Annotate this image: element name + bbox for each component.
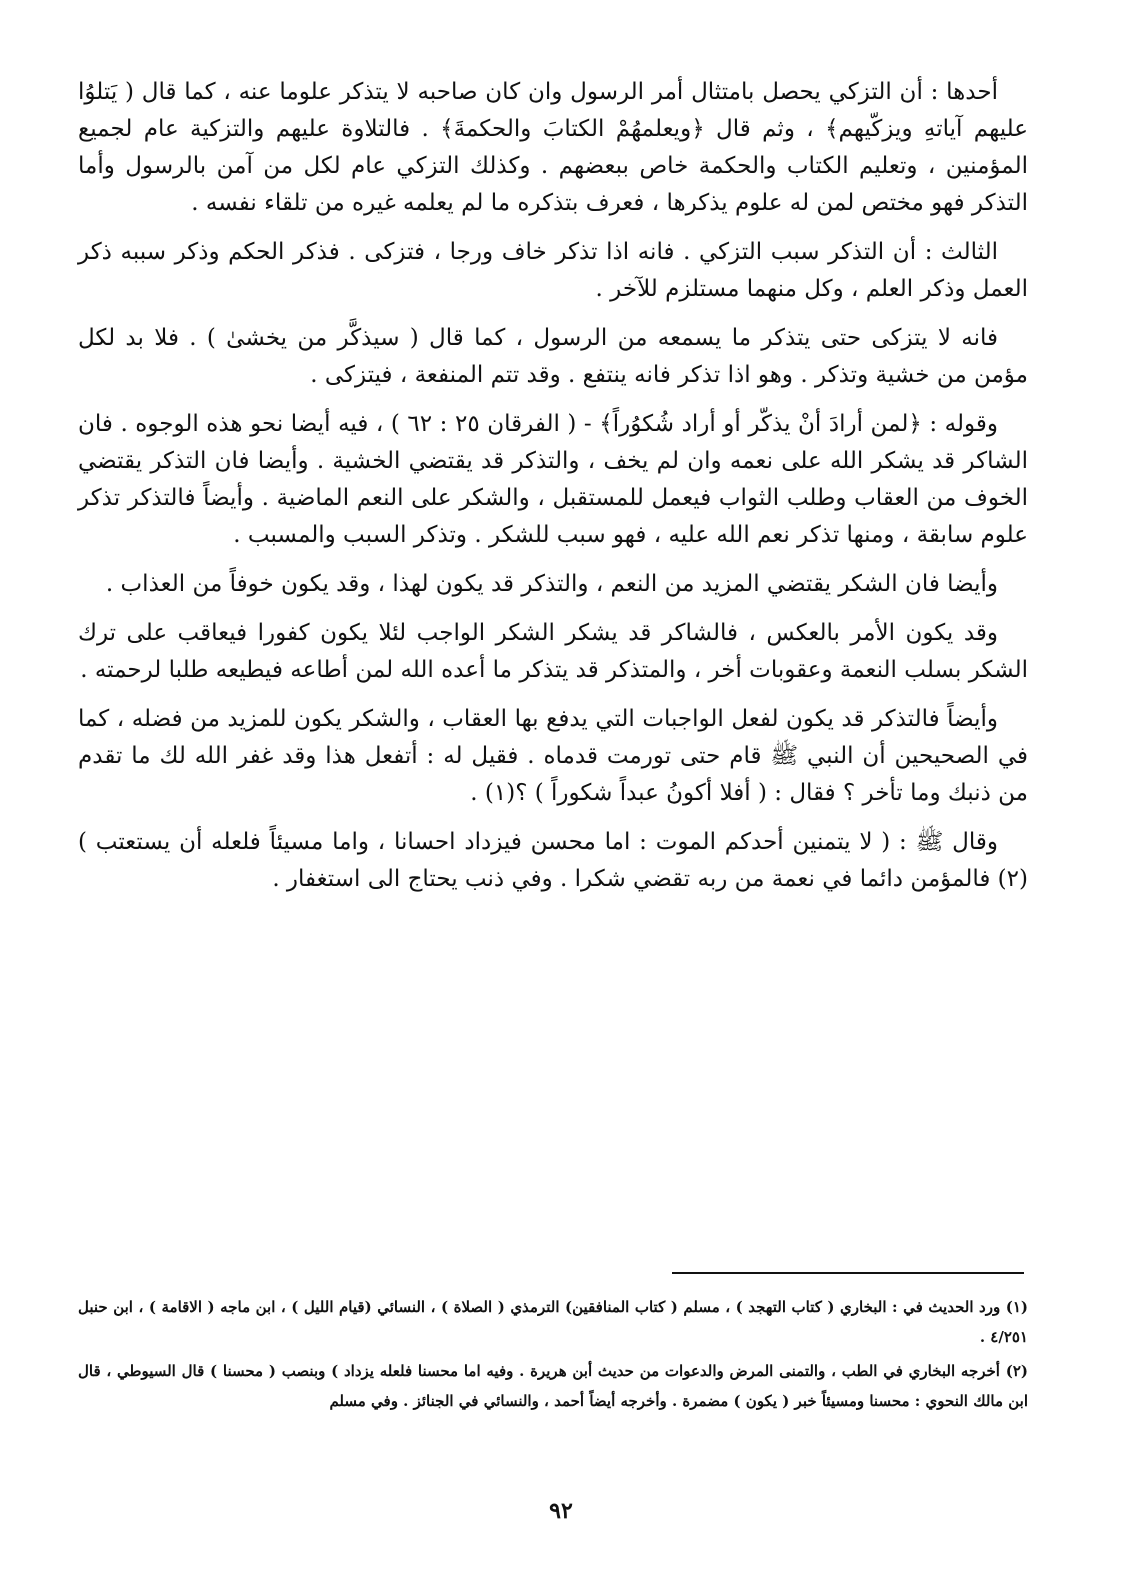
page-number: ٩٢ [549, 1498, 573, 1524]
footnote-divider [672, 1272, 1024, 1274]
paragraph-1: أحدها : أن التزكي يحصل بامتثال أمر الرسول وان كان صاحبه لا يتذكر علوما عنه ، كما قال ( يَتلوُا عليهم آياتهِ ويزكّيهم﴾ ، وثم قال ﴿ويعلمهُمْ الكتابَ والحكمةَ﴾ . فالتلاوة عليهم والتزكية عام لجميع المؤمنين ، وتعليم الكتاب والحكمة خاص ببعضهم . وكذلك التزكي عام لكل من آمن بالرسول وأما التذكر فهو مختص لمن له علوم يذكرها ، فعرف بتذكره ما لم يعلمه غيره من تلقاء نفسه . [78, 79, 1028, 216]
paragraph-6: وقد يكون الأمر بالعكس ، فالشاكر قد يشكر الشكر الواجب لئلا يكون كفورا فيعاقب على ترك الشكر بسلب النعمة وعقوبات أخر ، والمتذكر قد يتذكر ما أعده الله لمن أطاعه فيطيعه طلبا لرحمته . [78, 620, 1028, 683]
body-text [78, 74, 1028, 910]
paragraph-4: وقوله : ﴿لمن أرادَ أنْ يذكّر أو أراد شُكوُراً﴾ - ( الفرقان ٢٥ : ٦٢ ) ، فيه أيضا نحو هذه الوجوه . فان الشاكر قد يشكر الله على نعمه وان لم يخف ، والتذكر قد يقتضي الخشية . وأيضا فان التذكر يقتضي الخوف من العقاب وطلب الثواب فيعمل للمستقبل ، والشكر على النعم الماضية . وأيضاً فالتذكر تذكر علوم سابقة ، ومنها تذكر نعم الله عليه ، فهو سبب للشكر . وتذكر السبب والمسبب . [78, 411, 1028, 548]
paragraph-3: فانه لا يتزكى حتى يتذكر ما يسمعه من الرسول ، كما قال ( سيذكَّر من يخشىٰ ) . فلا بد لكل مؤمن من خشية وتذكر . وهو اذا تذكر فانه ينتفع . وقد تتم المنفعة ، فيتزكى . [78, 325, 1028, 388]
paragraph-5: وأيضا فان الشكر يقتضي المزيد من النعم ، والتذكر قد يكون لهذا ، وقد يكون خوفاً من العذاب . [105, 571, 998, 597]
paragraph-8: وقال ﷺ : ( لا يتمنين أحدكم الموت : اما محسن فيزداد احسانا ، واما مسيئاً فلعله أن يستعتب ) (٢) فالمؤمن دائما في نعمة من ربه تقضي شكرا . وفي ذنب يحتاج الى استغفار . [78, 829, 1028, 892]
footnote-2: (٢) أخرجه البخاري في الطب ، والتمنى المرض والدعوات من حديث أبن هريرة . وفيه اما محسنا فلعله يزداد ) وبنصب ( محسنا ) قال السيوطي ، قال ابن مالك النحوي : محسنا ومسيئاً خبر ( يكون ) مضمرة . وأخرجه أيضاً أحمد ، والنسائي في الجنائز . وفي مسلم [78, 1362, 1028, 1410]
footnote-1: (١) ورد الحديث في : البخاري ( كتاب التهجد ) ، مسلم ( كتاب المنافقين) الترمذي ( الصلاة ) ، النسائي (قيام الليل ) ، ابن ماجه ( الاقامة ) ، ابن حنبل ٤/٢٥١ . [78, 1298, 1028, 1346]
footnotes [78, 1292, 1028, 1420]
paragraph-2: الثالث : أن التذكر سبب التزكي . فانه اذا تذكر خاف ورجا ، فتزكى . فذكر الحكم وذكر سببه ذكر العمل وذكر العلم ، وكل منهما مستلزم للآخر . [78, 239, 1028, 302]
paragraph-7: وأيضاً فالتذكر قد يكون لفعل الواجبات التي يدفع بها العقاب ، والشكر يكون للمزيد من فضله ، كما في الصحيحين أن النبي ﷺ قام حتى تورمت قدماه . فقيل له : أتفعل هذا وقد غفر الله لك ما تقدم من ذنبك وما تأخر ؟ فقال : ( أفلا أكونُ عبداً شكوراً ) ؟(١) . [78, 706, 1028, 806]
